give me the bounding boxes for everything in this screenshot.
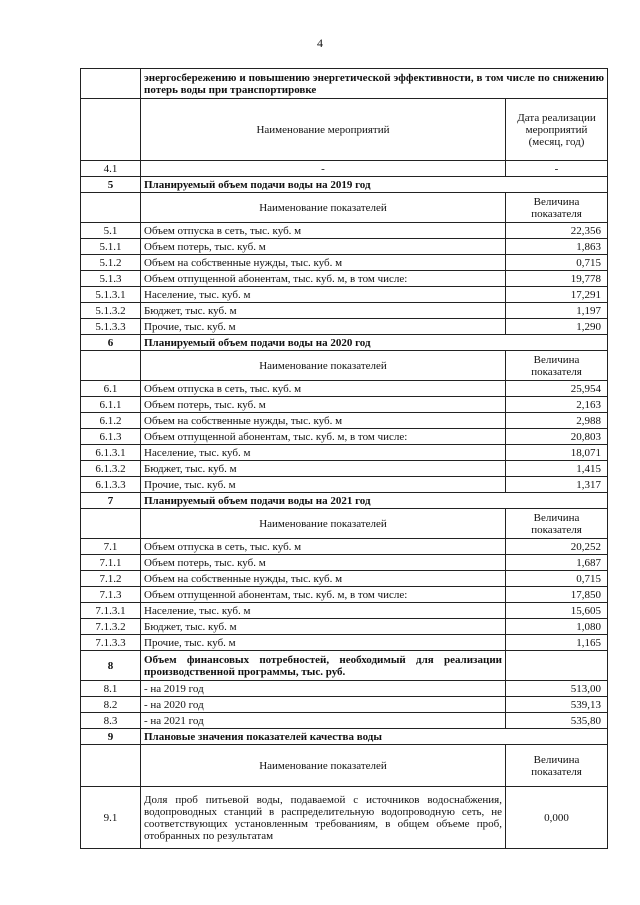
empty-cell [81,351,141,381]
row-number: 6.1 [81,381,141,397]
section-title-row [81,651,608,681]
table-row [81,539,608,555]
row-value: 2,163 [506,397,608,413]
row-name: Объем отпущенной абонентам, тыс. куб. м, в том числе: [141,587,506,603]
events-header-row [81,99,608,161]
row-number: 9.1 [81,787,141,849]
row-number: 5.1.3.3 [81,319,141,335]
row-name: Объем потерь, тыс. куб. м [141,239,506,255]
row-number: 8.3 [81,713,141,729]
row-value: 0,000 [506,787,608,849]
value-header: Величина показателя [506,509,608,539]
row-number: 7.1.2 [81,571,141,587]
empty-cell [506,651,608,681]
table-row [81,555,608,571]
intro-title: энергосбережению и повышению энергетической эффективности, в том числе по снижению потерь воды при транспортировке [141,69,608,99]
section-number: 5 [81,177,141,193]
row-value: 539,13 [506,697,608,713]
indicator-header-row [81,745,608,787]
table-row [81,697,608,713]
row-value: 535,80 [506,713,608,729]
row-name: Доля проб питьевой воды, подаваемой с источников водоснабжения, водопроводных станций в распределительную водопроводную сеть, не соответствующих установленным требованиям, в общем объеме проб, отобранных по результатам [141,787,506,849]
row-value: 513,00 [506,681,608,697]
row-number: 5.1 [81,223,141,239]
page-number: 4 [317,36,323,50]
value-header: Величина показателя [506,193,608,223]
row-value: 22,356 [506,223,608,239]
indicator-header: Наименование показателей [141,193,506,223]
table-row [81,603,608,619]
row-name: Бюджет, тыс. куб. м [141,461,506,477]
section-title-row [81,177,608,193]
row-name: Объем отпуска в сеть, тыс. куб. м [141,223,506,239]
row-name: Объем отпуска в сеть, тыс. куб. м [141,381,506,397]
indicator-header: Наименование показателей [141,351,506,381]
table-row [81,413,608,429]
row-number: 6.1.3.3 [81,477,141,493]
table-row [81,397,608,413]
section-title: Планируемый объем подачи воды на 2019 год [141,177,608,193]
row-number: 7.1.3.1 [81,603,141,619]
row-number: 8.1 [81,681,141,697]
section-title: Планируемый объем подачи воды на 2021 год [141,493,608,509]
row-number: 6.1.2 [81,413,141,429]
row-name: Население, тыс. куб. м [141,287,506,303]
program-table [80,68,608,849]
row-name: - на 2020 год [141,697,506,713]
row-value: 15,605 [506,603,608,619]
row-number: 5.1.3 [81,271,141,287]
row-number: 7.1.3.2 [81,619,141,635]
indicator-header: Наименование показателей [141,509,506,539]
row-name: Объем потерь, тыс. куб. м [141,555,506,571]
row-number: 6.1.3 [81,429,141,445]
empty-cell [81,69,141,99]
table-row [81,619,608,635]
row-name: Объем на собственные нужды, тыс. куб. м [141,571,506,587]
row-name: Объем потерь, тыс. куб. м [141,397,506,413]
row-value: 1,165 [506,635,608,651]
table-row [81,287,608,303]
row-value: 17,850 [506,587,608,603]
row-value: 20,252 [506,539,608,555]
row-number: 7.1.3.3 [81,635,141,651]
row-name: Бюджет, тыс. куб. м [141,303,506,319]
events-header-name: Наименование мероприятий [141,99,506,161]
section-title-row [81,493,608,509]
row-date: - [506,161,608,177]
row-value: 25,954 [506,381,608,397]
table-row [81,461,608,477]
table-row [81,319,608,335]
row-value: 1,415 [506,461,608,477]
row-name: - на 2021 год [141,713,506,729]
row-number: 5.1.3.2 [81,303,141,319]
empty-cell [81,99,141,161]
row-name: Прочие, тыс. куб. м [141,635,506,651]
section-number: 8 [81,651,141,681]
table-row [81,381,608,397]
row-value: 0,715 [506,571,608,587]
row-name: Объем отпущенной абонентам, тыс. куб. м, в том числе: [141,429,506,445]
row-number: 8.2 [81,697,141,713]
table-row [81,271,608,287]
section-title-row [81,729,608,745]
table-row [81,635,608,651]
row-name: Население, тыс. куб. м [141,603,506,619]
row-number: 4.1 [81,161,141,177]
row-number: 7.1.3 [81,587,141,603]
section-title: Плановые значения показателей качества воды [141,729,608,745]
row-name: Прочие, тыс. куб. м [141,319,506,335]
table-row [81,303,608,319]
indicator-header-row [81,509,608,539]
row-value: 20,803 [506,429,608,445]
table-row [81,713,608,729]
intro-row [81,69,608,99]
section-number: 9 [81,729,141,745]
value-header: Величина показателя [506,745,608,787]
table-row [81,429,608,445]
row-name: Бюджет, тыс. куб. м [141,619,506,635]
value-header: Величина показателя [506,351,608,381]
row-number: 6.1.3.2 [81,461,141,477]
section-title: Объем финансовых потребностей, необходимый для реализации производственной программы, тыс. руб. [141,651,506,681]
table-row [81,161,608,177]
row-number: 6.1.1 [81,397,141,413]
row-value: 1,290 [506,319,608,335]
row-value: 1,080 [506,619,608,635]
section-number: 7 [81,493,141,509]
row-value: 19,778 [506,271,608,287]
table-row [81,239,608,255]
row-number: 7.1.1 [81,555,141,571]
row-name: Объем отпуска в сеть, тыс. куб. м [141,539,506,555]
table-row [81,477,608,493]
indicator-header: Наименование показателей [141,745,506,787]
empty-cell [81,509,141,539]
row-number: 7.1 [81,539,141,555]
section-title-row [81,335,608,351]
table-row [81,571,608,587]
table-row [81,445,608,461]
row-value: 18,071 [506,445,608,461]
row-name: Население, тыс. куб. м [141,445,506,461]
row-value: 17,291 [506,287,608,303]
empty-cell [81,193,141,223]
table-row [81,681,608,697]
row-number: 5.1.1 [81,239,141,255]
row-number: 5.1.3.1 [81,287,141,303]
section-title: Планируемый объем подачи воды на 2020 год [141,335,608,351]
row-name: Прочие, тыс. куб. м [141,477,506,493]
indicator-header-row [81,351,608,381]
table-row [81,255,608,271]
table-row [81,787,608,849]
row-name: Объем на собственные нужды, тыс. куб. м [141,255,506,271]
row-value: 1,863 [506,239,608,255]
row-number: 5.1.2 [81,255,141,271]
row-name: Объем на собственные нужды, тыс. куб. м [141,413,506,429]
table-row [81,223,608,239]
row-value: 2,988 [506,413,608,429]
row-value: 1,197 [506,303,608,319]
row-value: 1,317 [506,477,608,493]
row-name: - на 2019 год [141,681,506,697]
indicator-header-row [81,193,608,223]
row-number: 6.1.3.1 [81,445,141,461]
row-name: Объем отпущенной абонентам, тыс. куб. м, в том числе: [141,271,506,287]
events-header-date: Дата реализации мероприятий (месяц, год) [506,99,608,161]
table-row [81,587,608,603]
row-value: 0,715 [506,255,608,271]
section-number: 6 [81,335,141,351]
empty-cell [81,745,141,787]
row-value: 1,687 [506,555,608,571]
row-name: - [141,161,506,177]
